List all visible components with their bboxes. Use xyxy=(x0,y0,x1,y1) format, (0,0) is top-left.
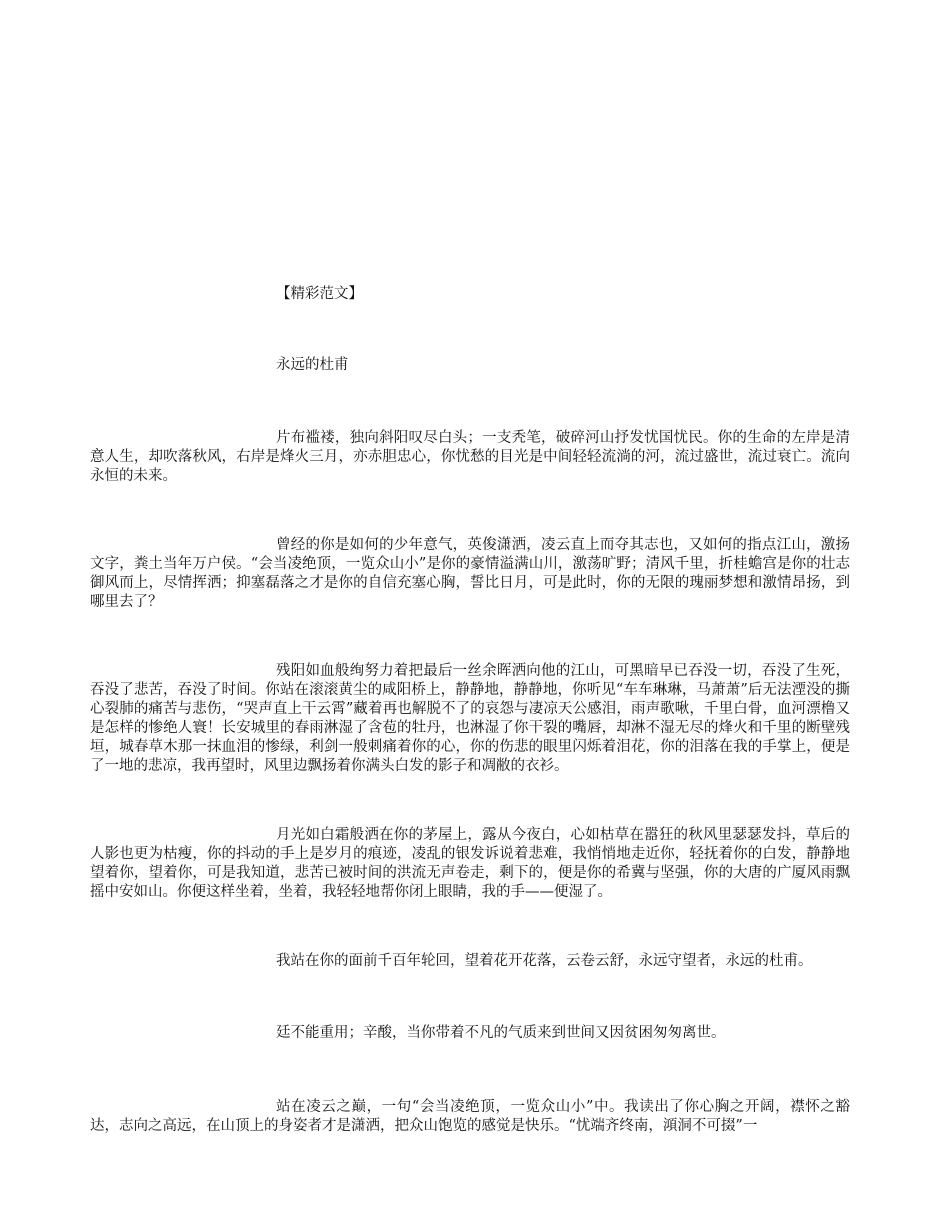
paragraph-6: 廷不能重用；辛酸，当你带着不凡的气质来到世间又因贫困匆匆离世。 xyxy=(276,1025,726,1041)
paragraph-4: 月光如白霜般洒在你的茅屋上，露从今夜白，心如枯草在嚣狂的秋风里瑟瑟发抖，草后的人影也更为枯瘦，你的抖动的手上是岁月的痕迹，凌乱的银发诉说着悲难，我悄悄地走近你，轻抚着你的白发，静静地望着你，望着你，可是我知道，悲苦已被时间的洪流无声卷走，剩下的，便是你的希冀与坚强，你的大唐的广厦风雨飘摇中安如山。你便这样坐着，坐着，我轻轻地帮你闭上眼睛，我的手——便湿了。 xyxy=(90,827,850,900)
paragraph-1: 片布褴褛，独向斜阳叹尽白头；一支秃笔，破碎河山抒发忧国忧民。你的生命的左岸是清意人生，却吹落秋风，右岸是烽火三月，亦赤胆忠心，你忧愁的目光是中间轻轻流淌的河，流过盛世，流过衰亡。流向永恒的未来。 xyxy=(90,430,850,484)
section-label: 【精彩范文】 xyxy=(276,286,363,302)
paragraph-5: 我站在你的面前千百年轮回，望着花开花落，云卷云舒，永远守望者，永远的杜甫。 xyxy=(276,953,813,969)
essay-title: 永远的杜甫 xyxy=(276,357,349,373)
paragraph-7: 站在凌云之巅，一句“会当凌绝顶，一览众山小”中。我读出了你心胸之开阔，襟怀之豁达，志向之高远，在山顶上的身姿者才是潇洒，把众山饱览的感觉是快乐。“忧端齐终南，澒洞不可掇”一 xyxy=(90,1099,850,1134)
paragraph-2: 曾经的你是如何的少年意气，英俊潇洒，凌云直上而夺其志也，又如何的指点江山，激扬文字，粪土当年万户侯。“会当凌绝顶，一览众山小”是你的豪情溢满山川，激荡旷野；清风千里，折桂蟾宫是你的壮志御风而上，尽情挥洒；抑塞磊落之才是你的自信充塞心胸，誓比日月，可是此时，你的无限的瑰丽梦想和激情昂扬，到哪里去了？ xyxy=(90,537,850,610)
paragraph-3: 残阳如血般绚努力着把最后一丝余晖洒向他的江山，可黑暗早已吞没一切，吞没了生死，吞没了悲苦，吞没了时间。你站在滚滚黄尘的咸阳桥上，静静地，静静地，你听见“车车琳琳，马萧萧”后无法湮没的撕心裂肺的痛苦与悲伤，“哭声直上干云霄”藏着再也解脱不了的哀怨与凄凉天公感泪，雨声歌啾，千里白骨，血河漂橹又是怎样的惨绝人寰！长安城里的春雨淋湿了含苞的牡丹，也淋湿了你干裂的嘴唇，却淋不湿无尽的烽火和千里的断壁残垣，城春草木那一抹血泪的惨绿，利剑一般刺痛着你的心，你的伤悲的眼里闪烁着泪花，你的泪落在我的手掌上，便是了一地的悲凉，我再望时，风里边飘扬着你满头白发的影子和凋敝的衣衫。 xyxy=(90,663,850,774)
